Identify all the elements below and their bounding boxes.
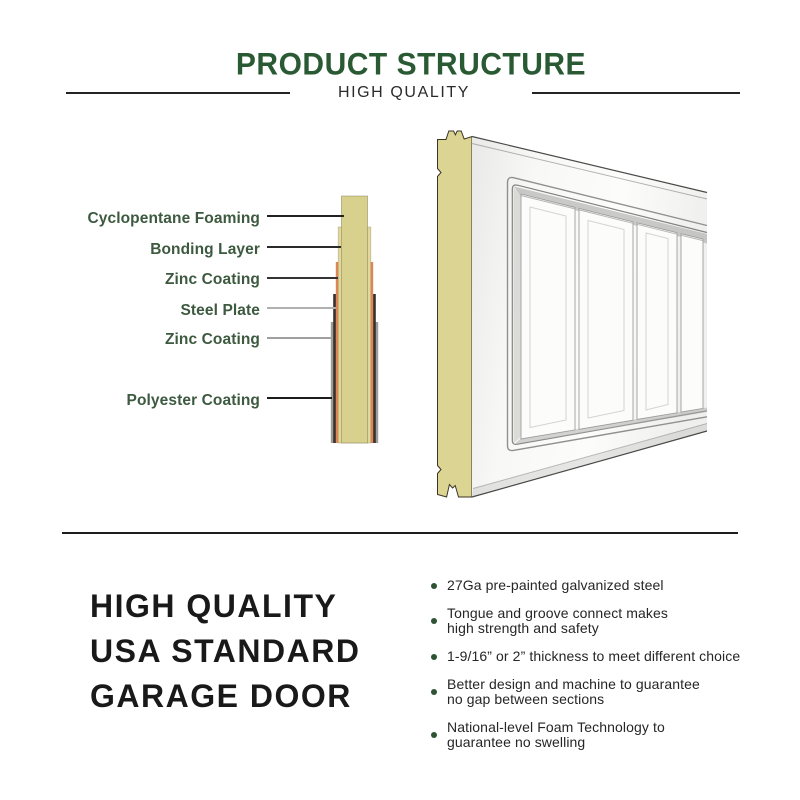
footer-heading xyxy=(90,584,360,719)
bullet-dot-icon xyxy=(431,732,437,738)
feature-text-line: National-level Foam Technology to xyxy=(447,719,665,735)
leader-line-zinc-2 xyxy=(267,337,333,339)
feature-text xyxy=(447,606,668,636)
feature-text xyxy=(447,578,664,593)
page-subtitle: HIGH QUALITY xyxy=(337,84,471,101)
bullet-dot-icon xyxy=(431,654,437,660)
cross-section-column xyxy=(331,196,378,443)
door-foam-edge xyxy=(438,131,473,497)
feature-text-line: guarantee no swelling xyxy=(447,734,586,750)
layer-label-polyester-coating: Polyester Coating xyxy=(126,392,260,409)
footer-heading-line-1: HIGH QUALITY xyxy=(90,588,338,624)
feature-item xyxy=(431,578,776,593)
layer-foam-shape xyxy=(341,196,367,443)
leader-line-zinc-1 xyxy=(267,277,338,279)
layer-label-steel-plate: Steel Plate xyxy=(180,302,260,319)
door-section-3 xyxy=(637,223,677,420)
door-section-2 xyxy=(579,208,633,429)
layer-label-zinc-coating-1: Zinc Coating xyxy=(164,271,260,288)
feature-text-line: Tongue and groove connect makes xyxy=(447,605,669,621)
feature-text-line: high strength and safety xyxy=(447,620,599,636)
feature-item xyxy=(431,606,776,636)
footer-heading-line-3: GARAGE DOOR xyxy=(90,678,352,714)
page-title: PRODUCT STRUCTURE xyxy=(235,47,587,82)
feature-text-line: 1-9/16” or 2” thickness to meet different choice xyxy=(447,648,741,664)
feature-text-line: 27Ga pre-painted galvanized steel xyxy=(447,577,664,593)
leader-line-polyester xyxy=(267,397,332,399)
garage-door-structure-diagram xyxy=(320,120,720,515)
feature-item xyxy=(431,649,776,664)
feature-text-line: Better design and machine to guarantee xyxy=(447,676,700,692)
leader-line-cyclopentane xyxy=(267,215,344,217)
bullet-dot-icon xyxy=(431,583,437,589)
feature-item xyxy=(431,720,776,750)
header-rule-right xyxy=(532,92,740,94)
feature-text xyxy=(447,720,665,750)
feature-text xyxy=(447,677,700,707)
section-divider-rule xyxy=(62,532,738,534)
leader-line-steel xyxy=(267,307,336,309)
door-panel xyxy=(438,131,708,497)
feature-bullet-list xyxy=(431,578,776,763)
header-rule-left xyxy=(66,92,290,94)
frame-left-shadow xyxy=(514,187,521,444)
door-section-4 xyxy=(681,234,703,412)
leader-line-bonding xyxy=(267,246,341,248)
layer-label-zinc-coating-2: Zinc Coating xyxy=(164,331,260,348)
door-section-1 xyxy=(521,194,575,439)
footer-heading-line-2: USA STANDARD xyxy=(90,633,361,669)
bullet-dot-icon xyxy=(431,618,437,624)
feature-text-line: no gap between sections xyxy=(447,691,605,707)
layer-label-bonding-layer: Bonding Layer xyxy=(150,241,260,258)
feature-text xyxy=(447,649,740,664)
bullet-dot-icon xyxy=(431,689,437,695)
feature-item xyxy=(431,677,776,707)
layer-label-cyclopentane-foaming: Cyclopentane Foaming xyxy=(87,210,260,227)
